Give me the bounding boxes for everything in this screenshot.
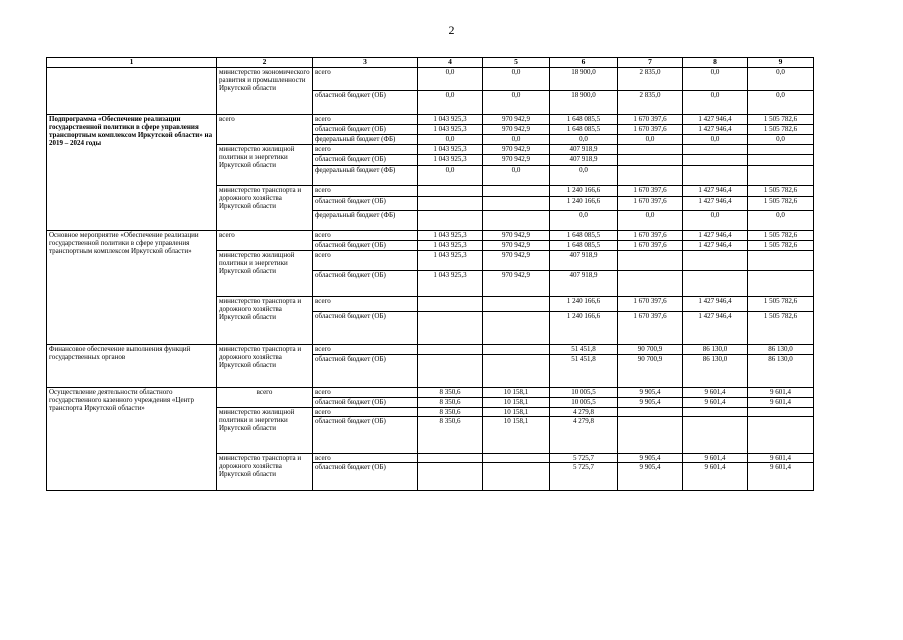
value-cell: 1 043 925,3 [418, 271, 483, 297]
value-cell: 10 158,1 [483, 408, 550, 417]
value-cell: 9 601,4 [683, 454, 748, 463]
value-cell: 0,0 [683, 68, 748, 91]
value-cell: 1 505 782,6 [748, 186, 814, 197]
value-cell: 10 005,5 [550, 388, 618, 398]
value-cell: 8 350,6 [418, 398, 483, 408]
value-cell: 0,0 [483, 68, 550, 91]
value-cell: 970 942,9 [483, 251, 550, 271]
value-cell: 1 670 397,6 [618, 297, 683, 312]
value-cell [683, 166, 748, 186]
value-cell: 9 905,4 [618, 463, 683, 491]
value-cell: 0,0 [550, 211, 618, 231]
value-cell [618, 251, 683, 271]
value-cell: 1 240 166,6 [550, 312, 618, 345]
program-name-cell: Осуществление деятельности областного государственного казенного учреждения «Центр транспорта Иркутской области» [47, 388, 217, 491]
budget-table [46, 57, 814, 491]
value-cell: 1 427 946,4 [683, 115, 748, 125]
col-header: 2 [217, 58, 313, 68]
value-cell: 1 670 397,6 [618, 241, 683, 251]
funding-source-cell: всего [313, 231, 418, 241]
value-cell: 1 505 782,6 [748, 231, 814, 241]
value-cell: 86 130,0 [748, 355, 814, 388]
value-cell [418, 211, 483, 231]
executor-cell: всего [217, 231, 313, 251]
value-cell: 0,0 [748, 135, 814, 145]
funding-source-cell: всего [313, 115, 418, 125]
value-cell: 1 505 782,6 [748, 241, 814, 251]
program-name-cell: Подпрограмма «Обеспечение реализации государственной политики в сфере управления транспортным комплексом Иркутской области» на 2019 – 2024 годы [47, 115, 217, 231]
value-cell: 1 505 782,6 [748, 115, 814, 125]
header-row [47, 58, 814, 68]
funding-source-cell: всего [313, 388, 418, 398]
value-cell [483, 297, 550, 312]
value-cell: 8 350,6 [418, 408, 483, 417]
value-cell [418, 312, 483, 345]
value-cell: 0,0 [483, 135, 550, 145]
value-cell [683, 408, 748, 417]
col-header: 5 [483, 58, 550, 68]
value-cell: 90 700,9 [618, 355, 683, 388]
value-cell: 51 451,8 [550, 355, 618, 388]
value-cell: 10 005,5 [550, 398, 618, 408]
value-cell [483, 345, 550, 355]
funding-source-cell: областной бюджет (ОБ) [313, 91, 418, 115]
funding-source-cell: всего [313, 454, 418, 463]
value-cell: 0,0 [748, 91, 814, 115]
value-cell: 8 350,6 [418, 417, 483, 454]
value-cell: 5 725,7 [550, 463, 618, 491]
value-cell: 0,0 [418, 166, 483, 186]
executor-cell: министерство жилищной политики и энергетики Иркутской области [217, 145, 313, 186]
value-cell: 1 240 166,6 [550, 297, 618, 312]
funding-source-cell: всего [313, 251, 418, 271]
value-cell: 1 240 166,6 [550, 197, 618, 211]
value-cell: 0,0 [483, 166, 550, 186]
value-cell: 1 505 782,6 [748, 125, 814, 135]
col-header: 6 [550, 58, 618, 68]
executor-cell: министерство жилищной политики и энергетики Иркутской области [217, 251, 313, 297]
value-cell: 2 835,0 [618, 68, 683, 91]
funding-source-cell: областной бюджет (ОБ) [313, 355, 418, 388]
funding-source-cell: всего [313, 186, 418, 197]
value-cell [618, 145, 683, 155]
value-cell [683, 271, 748, 297]
value-cell [483, 211, 550, 231]
value-cell: 1 505 782,6 [748, 197, 814, 211]
funding-source-cell: федеральный бюджет (ФБ) [313, 166, 418, 186]
funding-source-cell: областной бюджет (ОБ) [313, 463, 418, 491]
funding-source-cell: федеральный бюджет (ФБ) [313, 135, 418, 145]
executor-cell: всего [217, 388, 313, 408]
value-cell: 970 942,9 [483, 155, 550, 166]
funding-source-cell: областной бюджет (ОБ) [313, 241, 418, 251]
col-header: 7 [618, 58, 683, 68]
table-row [47, 388, 814, 398]
value-cell: 1 427 946,4 [683, 297, 748, 312]
value-cell: 8 350,6 [418, 388, 483, 398]
value-cell: 1 505 782,6 [748, 312, 814, 345]
value-cell: 0,0 [748, 68, 814, 91]
value-cell: 4 279,8 [550, 417, 618, 454]
funding-source-cell: областной бюджет (ОБ) [313, 125, 418, 135]
value-cell [418, 454, 483, 463]
value-cell: 9 905,4 [618, 388, 683, 398]
col-header: 1 [47, 58, 217, 68]
value-cell: 9 905,4 [618, 454, 683, 463]
funding-source-cell: всего [313, 145, 418, 155]
program-name-cell [47, 68, 217, 115]
table-row [47, 68, 814, 91]
value-cell: 0,0 [483, 91, 550, 115]
col-header: 8 [683, 58, 748, 68]
value-cell: 970 942,9 [483, 271, 550, 297]
funding-source-cell: областной бюджет (ОБ) [313, 197, 418, 211]
table-row [47, 115, 814, 125]
value-cell: 407 918,9 [550, 251, 618, 271]
funding-source-cell: всего [313, 68, 418, 91]
value-cell [418, 186, 483, 197]
value-cell: 1 240 166,6 [550, 186, 618, 197]
value-cell: 9 905,4 [618, 398, 683, 408]
executor-cell: министерство транспорта и дорожного хозяйства Иркутской области [217, 454, 313, 491]
value-cell: 1 043 925,3 [418, 231, 483, 241]
value-cell [748, 166, 814, 186]
value-cell: 0,0 [550, 135, 618, 145]
value-cell [418, 463, 483, 491]
value-cell: 1 505 782,6 [748, 297, 814, 312]
value-cell: 5 725,7 [550, 454, 618, 463]
funding-source-cell: областной бюджет (ОБ) [313, 155, 418, 166]
value-cell [748, 155, 814, 166]
value-cell [483, 312, 550, 345]
program-name-cell: Финансовое обеспечение выполнения функций государственных органов [47, 345, 217, 388]
value-cell: 0,0 [748, 211, 814, 231]
value-cell [748, 145, 814, 155]
value-cell: 0,0 [683, 211, 748, 231]
value-cell: 970 942,9 [483, 231, 550, 241]
funding-source-cell: областной бюджет (ОБ) [313, 417, 418, 454]
executor-cell: министерство жилищной политики и энергетики Иркутской области [217, 408, 313, 454]
value-cell: 4 279,8 [550, 408, 618, 417]
value-cell: 1 648 085,5 [550, 125, 618, 135]
value-cell: 1 043 925,3 [418, 155, 483, 166]
value-cell [748, 408, 814, 417]
executor-cell: министерство транспорта и дорожного хозяйства Иркутской области [217, 297, 313, 345]
value-cell [483, 454, 550, 463]
value-cell: 1 043 925,3 [418, 251, 483, 271]
value-cell: 86 130,0 [683, 345, 748, 355]
value-cell: 970 942,9 [483, 241, 550, 251]
value-cell: 407 918,9 [550, 155, 618, 166]
value-cell: 0,0 [418, 135, 483, 145]
value-cell: 9 601,4 [748, 398, 814, 408]
executor-cell: министерство транспорта и дорожного хозяйства Иркутской области [217, 345, 313, 388]
value-cell: 9 601,4 [748, 388, 814, 398]
value-cell: 1 670 397,6 [618, 231, 683, 241]
value-cell: 1 670 397,6 [618, 115, 683, 125]
value-cell [618, 271, 683, 297]
table-row [47, 231, 814, 241]
value-cell [618, 408, 683, 417]
value-cell: 1 670 397,6 [618, 125, 683, 135]
col-header: 9 [748, 58, 814, 68]
table-body [47, 68, 814, 491]
value-cell [683, 251, 748, 271]
value-cell: 1 043 925,3 [418, 125, 483, 135]
value-cell: 1 043 925,3 [418, 241, 483, 251]
funding-source-cell: областной бюджет (ОБ) [313, 398, 418, 408]
value-cell: 9 601,4 [748, 463, 814, 491]
value-cell [418, 345, 483, 355]
value-cell: 18 900,0 [550, 68, 618, 91]
funding-source-cell: всего [313, 345, 418, 355]
value-cell: 86 130,0 [748, 345, 814, 355]
value-cell [418, 355, 483, 388]
value-cell: 1 427 946,4 [683, 241, 748, 251]
value-cell: 9 601,4 [683, 388, 748, 398]
col-header: 3 [313, 58, 418, 68]
value-cell [683, 417, 748, 454]
executor-cell: министерство транспорта и дорожного хозяйства Иркутской области [217, 186, 313, 231]
value-cell [683, 145, 748, 155]
funding-source-cell: федеральный бюджет (ФБ) [313, 211, 418, 231]
value-cell: 0,0 [683, 91, 748, 115]
funding-source-cell: всего [313, 297, 418, 312]
value-cell [683, 155, 748, 166]
value-cell: 1 648 085,5 [550, 231, 618, 241]
value-cell: 1 427 946,4 [683, 312, 748, 345]
value-cell: 86 130,0 [683, 355, 748, 388]
value-cell: 1 648 085,5 [550, 241, 618, 251]
value-cell [748, 417, 814, 454]
executor-cell: всего [217, 115, 313, 145]
value-cell: 0,0 [550, 166, 618, 186]
value-cell: 0,0 [683, 135, 748, 145]
col-header: 4 [418, 58, 483, 68]
value-cell: 51 451,8 [550, 345, 618, 355]
value-cell: 9 601,4 [683, 463, 748, 491]
value-cell: 1 670 397,6 [618, 186, 683, 197]
table-row [47, 345, 814, 355]
value-cell: 970 942,9 [483, 145, 550, 155]
value-cell: 970 942,9 [483, 125, 550, 135]
value-cell: 970 942,9 [483, 115, 550, 125]
value-cell: 1 043 925,3 [418, 115, 483, 125]
value-cell: 1 670 397,6 [618, 197, 683, 211]
value-cell: 0,0 [418, 91, 483, 115]
program-name-cell: Основное мероприятие «Обеспечение реализации государственной политики в сфере управления транспортным комплексом Иркутской области» [47, 231, 217, 345]
value-cell: 2 835,0 [618, 91, 683, 115]
value-cell: 1 427 946,4 [683, 186, 748, 197]
value-cell: 10 158,1 [483, 398, 550, 408]
value-cell [748, 251, 814, 271]
value-cell: 1 427 946,4 [683, 125, 748, 135]
funding-source-cell: областной бюджет (ОБ) [313, 312, 418, 345]
value-cell: 1 043 925,3 [418, 145, 483, 155]
value-cell: 18 900,0 [550, 91, 618, 115]
value-cell: 1 427 946,4 [683, 231, 748, 241]
page-number: 2 [448, 23, 455, 37]
value-cell [418, 297, 483, 312]
value-cell [483, 186, 550, 197]
value-cell [418, 197, 483, 211]
value-cell: 0,0 [618, 135, 683, 145]
value-cell: 1 648 085,5 [550, 115, 618, 125]
value-cell [618, 417, 683, 454]
value-cell: 0,0 [618, 211, 683, 231]
funding-source-cell: областной бюджет (ОБ) [313, 271, 418, 297]
value-cell [618, 155, 683, 166]
value-cell: 0,0 [418, 68, 483, 91]
value-cell [483, 355, 550, 388]
value-cell [748, 271, 814, 297]
executor-cell: министерство экономического развития и промышленности Иркутской области [217, 68, 313, 115]
value-cell: 9 601,4 [683, 398, 748, 408]
value-cell: 407 918,9 [550, 271, 618, 297]
funding-source-cell: всего [313, 408, 418, 417]
value-cell: 10 158,1 [483, 388, 550, 398]
value-cell: 1 670 397,6 [618, 312, 683, 345]
value-cell: 90 700,9 [618, 345, 683, 355]
value-cell: 1 427 946,4 [683, 197, 748, 211]
value-cell [483, 197, 550, 211]
value-cell [483, 463, 550, 491]
value-cell: 9 601,4 [748, 454, 814, 463]
value-cell: 407 918,9 [550, 145, 618, 155]
value-cell: 10 158,1 [483, 417, 550, 454]
value-cell [618, 166, 683, 186]
